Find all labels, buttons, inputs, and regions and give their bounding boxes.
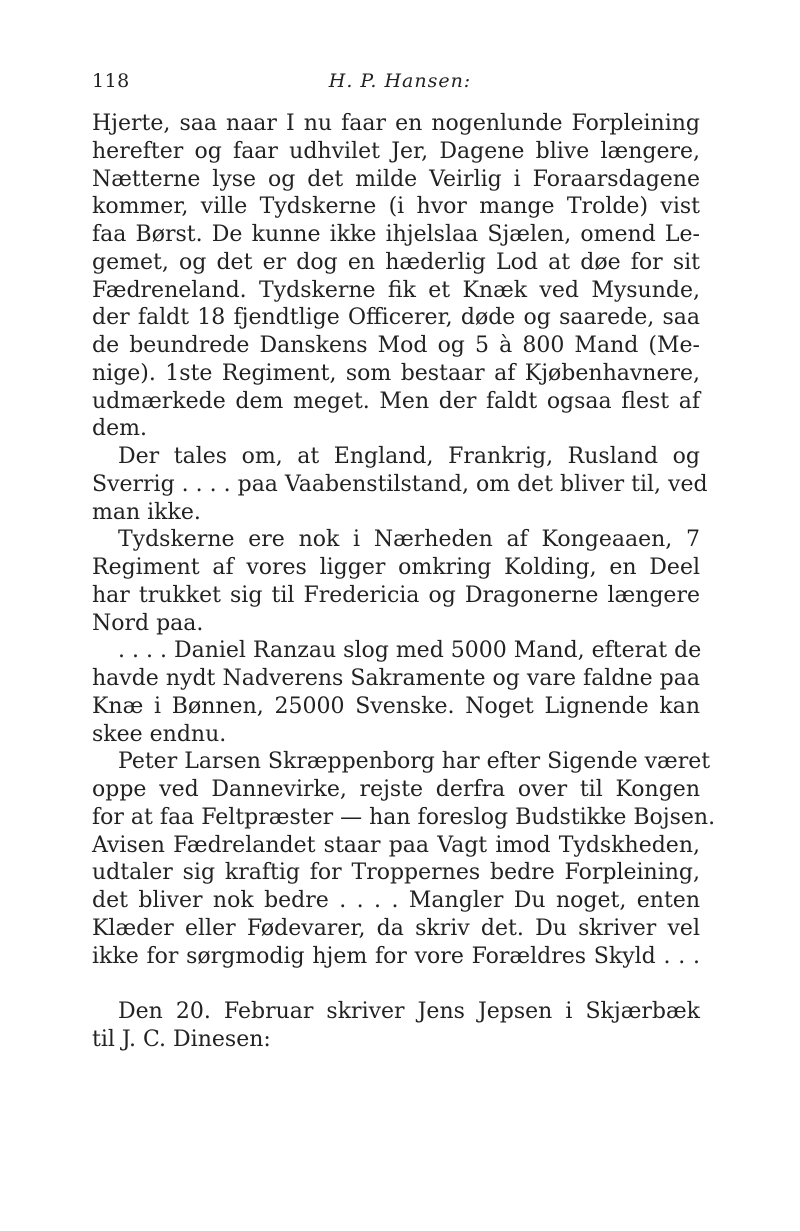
text-line: oppe ved Dannevirke, rejste derfra over til Kongen [92, 777, 700, 802]
body-text [92, 110, 716, 1054]
text-line: Sverrig . . . . paa Vaabenstilstand, om det bliver til, ved [92, 471, 708, 497]
text-line: gemet, og det er dog en hæderlig Lod at døe for sit [92, 249, 700, 275]
text-line: nige). 1ste Regiment, som bestaar af Kjøbenhavnere, [92, 360, 700, 386]
text-line: havde nydt Nadverens Sakramente og vare faldne paa [92, 666, 700, 691]
text-line: Knæ i Bønnen, 25000 Svenske. Noget Lignende kan [92, 693, 700, 719]
text-line: herefter og faar udhvilet Jer, Dagene blive længere, [92, 138, 700, 164]
text-line: udtaler sig kraftig for Troppernes bedre Forpleining, [92, 860, 700, 886]
text-line: Regiment af vores ligger omkring Kolding, en Deel [92, 555, 700, 580]
text-line: udmærkede dem meget. Men der faldt ogsaa flest af [92, 388, 700, 414]
text-line: der faldt 18 fjendtlige Officerer, døde og saarede, saa [92, 305, 700, 331]
text-line: Der tales om, at England, Frankrig, Rusland og [118, 444, 700, 469]
text-line: det bliver nok bedre . . . . Mangler Du noget, enten [92, 888, 700, 913]
paragraph [92, 443, 708, 526]
text-line: til J. C. Dinesen: [92, 1027, 271, 1052]
text-line: ikke for sørgmodig hjem for vore Forældres Skyld . . . [92, 943, 700, 969]
text-line: Nætterne lyse og det milde Veirlig i Foraarsdagene [92, 166, 700, 192]
running-head: H. P. Hansen: [328, 70, 472, 92]
text-line: Klæder eller Fødevarer, da skriv det. Du skriver vel [92, 915, 700, 941]
paragraph [92, 526, 700, 637]
text-line: Fædreneland. Tydskerne fik et Knæk ved Mysunde, [92, 277, 700, 303]
text-line: dem. [92, 416, 147, 442]
text-line: Tydskerne ere nok i Nærheden af Kongeaaen, 7 [118, 527, 700, 553]
text-line: Avisen Fædrelandet staar paa Vagt imod Tydskheden, [92, 832, 700, 858]
paragraph-gap [92, 970, 700, 998]
text-line: Peter Larsen Skræppenborg har efter Sigende været [118, 749, 711, 775]
text-line: Hjerte, saa naar I nu faar en nogenlunde Forpleining [92, 111, 700, 136]
text-line: kommer, ville Tydskerne (i hvor mange Trolde) vist [92, 194, 700, 220]
text-line: Den 20. Februar skriver Jens Jepsen i Skjærbæk [118, 999, 700, 1025]
paragraph [92, 637, 700, 748]
text-line: man ikke. [92, 499, 201, 525]
text-line: skee endnu. [92, 721, 227, 747]
paragraph [92, 998, 700, 1054]
text-line: har trukket sig til Fredericia og Dragonerne længere [92, 582, 700, 608]
text-line: . . . . Daniel Ranzau slog med 5000 Mand, efterat de [118, 638, 702, 664]
paragraph [92, 748, 716, 970]
paragraph [92, 110, 700, 443]
text-line: Nord paa. [92, 610, 204, 636]
text-line: de beundrede Danskens Mod og 5 à 800 Mand (Me- [92, 333, 700, 358]
text-line: for at faa Feltpræster — han foreslog Budstikke Bojsen. [92, 804, 716, 830]
text-line: faa Børst. De kunne ikke ihjelslaa Sjælen, omend Le- [92, 222, 700, 247]
page-number: 118 [92, 70, 130, 92]
